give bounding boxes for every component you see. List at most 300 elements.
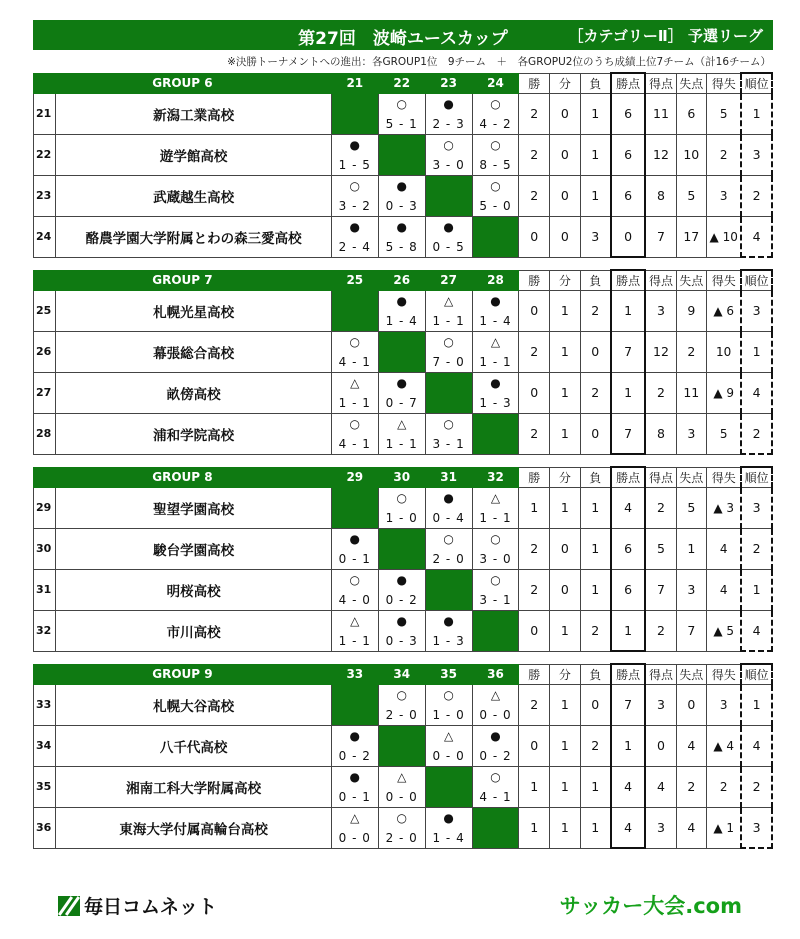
match-result — [425, 610, 472, 651]
result-score: 2 - 0 — [432, 551, 465, 566]
team-stat: 2 — [645, 487, 676, 528]
opponent-number: 24 — [472, 73, 519, 93]
result-mark: ● — [349, 531, 361, 546]
team-stat: 4 — [611, 766, 646, 807]
result-score: 0 - 2 — [385, 592, 418, 607]
team-stat: 2 — [741, 766, 772, 807]
team-stat: 6 — [611, 93, 646, 134]
result-score: 0 - 5 — [432, 239, 465, 254]
team-stat: 8 — [645, 413, 676, 454]
team-stat: 1 — [550, 766, 581, 807]
result-score: 1 - 4 — [432, 830, 465, 845]
team-stat: 0 — [645, 725, 676, 766]
result-score: 0 - 1 — [338, 789, 371, 804]
team-stat: ▲ 9 — [707, 372, 742, 413]
stat-header: 負 — [580, 270, 611, 290]
team-stat: 5 — [707, 413, 742, 454]
team-stat: 1 — [550, 331, 581, 372]
team-row — [34, 487, 773, 528]
team-stat: 3 — [741, 134, 772, 175]
team-stat: 0 — [550, 175, 581, 216]
team-stat: 2 — [519, 175, 550, 216]
result-mark: ● — [443, 96, 454, 111]
team-stat: 2 — [519, 331, 550, 372]
team-row — [34, 569, 773, 610]
team-name: 聖望学園高校 — [56, 487, 331, 528]
team-name: 東海大学付属高輪台高校 — [56, 807, 331, 848]
result-score: 4 - 0 — [338, 592, 371, 607]
match-result — [378, 569, 425, 610]
self-match-cell — [425, 569, 472, 610]
team-stat: 2 — [707, 134, 742, 175]
stat-header: 負 — [580, 664, 611, 684]
result-mark: △ — [397, 416, 407, 431]
stat-header: 分 — [550, 73, 581, 93]
team-row — [34, 766, 773, 807]
team-stat: 1 — [550, 290, 581, 331]
result-mark: ● — [443, 490, 454, 505]
team-stat: 0 — [611, 216, 646, 257]
team-number: 24 — [34, 216, 56, 257]
match-result — [378, 413, 425, 454]
stat-header: 失点 — [676, 270, 707, 290]
team-number: 30 — [34, 528, 56, 569]
team-name: 市川高校 — [56, 610, 331, 651]
stat-header: 勝点 — [611, 664, 646, 684]
result-mark: ○ — [396, 490, 407, 505]
team-stat: 1 — [550, 487, 581, 528]
match-result — [425, 413, 472, 454]
team-stat: 1 — [741, 93, 772, 134]
team-stat: 0 — [519, 725, 550, 766]
team-stat: 1 — [741, 569, 772, 610]
team-stat: 6 — [611, 134, 646, 175]
result-mark: △ — [490, 334, 501, 349]
team-stat: 2 — [519, 684, 550, 725]
result-mark: ● — [443, 810, 454, 825]
team-stat: 2 — [741, 528, 772, 569]
match-result — [472, 528, 519, 569]
result-score: 2 - 0 — [385, 830, 418, 845]
team-stat: 5 — [676, 487, 707, 528]
match-result — [331, 413, 378, 454]
match-result — [331, 610, 378, 651]
team-number: 23 — [34, 175, 56, 216]
team-stat: 7 — [611, 331, 646, 372]
team-name: 幕張総合高校 — [56, 331, 331, 372]
match-result — [472, 175, 519, 216]
team-stat: 3 — [707, 684, 742, 725]
match-result — [378, 290, 425, 331]
team-stat: 1 — [611, 290, 646, 331]
team-stat: 3 — [676, 569, 707, 610]
team-stat: 1 — [550, 610, 581, 651]
team-row — [34, 216, 773, 257]
team-stat: 2 — [741, 175, 772, 216]
result-score: 4 - 1 — [338, 436, 371, 451]
team-stat: 12 — [645, 331, 676, 372]
stat-header: 負 — [580, 467, 611, 487]
team-stat: ▲ 6 — [707, 290, 742, 331]
team-number: 22 — [34, 134, 56, 175]
team-stat: 2 — [645, 610, 676, 651]
team-stat: 5 — [676, 175, 707, 216]
match-result — [331, 216, 378, 257]
result-mark: △ — [443, 293, 454, 308]
stat-header: 分 — [550, 664, 581, 684]
team-row — [34, 175, 773, 216]
result-mark: ○ — [490, 572, 501, 587]
result-score: 1 - 5 — [338, 157, 371, 172]
team-row — [34, 290, 773, 331]
result-mark: △ — [350, 810, 360, 825]
result-score: 2 - 3 — [432, 116, 465, 131]
group-name: GROUP 6 — [34, 73, 332, 93]
result-mark: △ — [443, 728, 454, 743]
team-stat: 1 — [550, 725, 581, 766]
team-stat: 0 — [676, 684, 707, 725]
result-score: 1 - 0 — [432, 707, 465, 722]
team-stat: 2 — [676, 331, 707, 372]
team-stat: 8 — [645, 175, 676, 216]
team-stat: 3 — [676, 413, 707, 454]
stat-header: 得失 — [707, 73, 742, 93]
result-score: 2 - 0 — [385, 707, 418, 722]
result-score: 1 - 1 — [479, 510, 512, 525]
result-mark: ○ — [443, 334, 454, 349]
title-banner — [33, 20, 773, 50]
team-stat: ▲ 5 — [707, 610, 742, 651]
team-number: 28 — [34, 413, 56, 454]
team-stat: 10 — [676, 134, 707, 175]
result-mark: ○ — [349, 416, 361, 431]
group-name: GROUP 9 — [34, 664, 332, 684]
stat-header: 勝 — [519, 270, 550, 290]
team-row — [34, 134, 773, 175]
team-row — [34, 331, 773, 372]
team-stat: 3 — [707, 175, 742, 216]
self-match-cell — [331, 93, 378, 134]
team-stat: 2 — [580, 725, 611, 766]
team-stat: 1 — [519, 766, 550, 807]
team-stat: 4 — [741, 372, 772, 413]
match-result — [425, 93, 472, 134]
result-mark: ● — [396, 572, 407, 587]
team-stat: 11 — [645, 93, 676, 134]
opponent-number: 34 — [378, 664, 425, 684]
team-stat: 17 — [676, 216, 707, 257]
team-stat: 7 — [611, 684, 646, 725]
team-stat: 5 — [645, 528, 676, 569]
opponent-number: 35 — [425, 664, 472, 684]
stat-header: 得点 — [645, 664, 676, 684]
opponent-number: 36 — [472, 664, 519, 684]
group-table — [33, 269, 773, 455]
match-result — [425, 684, 472, 725]
result-score: 1 - 1 — [479, 354, 512, 369]
result-score: 5 - 1 — [385, 116, 418, 131]
self-match-cell — [472, 807, 519, 848]
match-result — [378, 684, 425, 725]
team-name: 明桜高校 — [56, 569, 331, 610]
result-mark: ○ — [490, 178, 501, 193]
team-stat: 1 — [580, 766, 611, 807]
result-mark: ● — [396, 293, 407, 308]
team-stat: 4 — [645, 766, 676, 807]
team-stat: 1 — [580, 528, 611, 569]
result-score: 0 - 0 — [479, 707, 512, 722]
result-score: 2 - 4 — [338, 239, 371, 254]
result-score: 0 - 2 — [338, 748, 371, 763]
match-result — [425, 807, 472, 848]
group-name: GROUP 7 — [34, 270, 332, 290]
self-match-cell — [331, 290, 378, 331]
result-mark: △ — [350, 613, 360, 628]
result-score: 1 - 4 — [479, 313, 512, 328]
match-result — [472, 331, 519, 372]
self-match-cell — [472, 413, 519, 454]
result-score: 1 - 1 — [338, 395, 371, 410]
opponent-number: 32 — [472, 467, 519, 487]
result-score: 1 - 4 — [385, 313, 418, 328]
stat-header: 順位 — [741, 73, 772, 93]
result-score: 4 - 2 — [479, 116, 512, 131]
stat-header: 得失 — [707, 467, 742, 487]
result-score: 0 - 3 — [385, 198, 418, 213]
opponent-number: 28 — [472, 270, 519, 290]
team-stat: 4 — [676, 725, 707, 766]
team-stat: 0 — [550, 569, 581, 610]
stat-header: 勝 — [519, 664, 550, 684]
group-table — [33, 663, 773, 849]
team-stat: 2 — [519, 93, 550, 134]
team-stat: 1 — [741, 684, 772, 725]
team-name: 駿台学園高校 — [56, 528, 331, 569]
match-result — [472, 93, 519, 134]
self-match-cell — [378, 725, 425, 766]
result-mark: △ — [397, 769, 407, 784]
team-number: 25 — [34, 290, 56, 331]
team-stat: 2 — [580, 610, 611, 651]
result-score: 0 - 7 — [385, 395, 418, 410]
team-row — [34, 684, 773, 725]
stat-header: 勝点 — [611, 467, 646, 487]
team-stat: 0 — [519, 372, 550, 413]
team-stat: 2 — [580, 290, 611, 331]
self-match-cell — [472, 610, 519, 651]
team-stat: 0 — [519, 610, 550, 651]
team-name: 武蔵越生高校 — [56, 175, 331, 216]
result-mark: ○ — [490, 531, 501, 546]
qualification-note: ※決勝トーナメントへの進出：各GROUP1位 9チーム ＋ 各GROPU2位のうち成績上位7チーム（計16チーム） — [227, 56, 771, 68]
team-stat: 12 — [645, 134, 676, 175]
result-score: 0 - 1 — [338, 551, 371, 566]
opponent-number: 21 — [331, 73, 378, 93]
result-score: 0 - 2 — [479, 748, 512, 763]
result-mark: ● — [349, 137, 361, 152]
team-stat: 7 — [611, 413, 646, 454]
match-result — [331, 175, 378, 216]
self-match-cell — [331, 684, 378, 725]
opponent-number: 23 — [425, 73, 472, 93]
stat-header: 勝点 — [611, 73, 646, 93]
team-stat: 1 — [580, 134, 611, 175]
team-stat: 4 — [611, 807, 646, 848]
page-title: 第27回 波崎ユースカップ — [298, 29, 508, 49]
team-stat: 3 — [580, 216, 611, 257]
team-stat: 10 — [707, 331, 742, 372]
stat-header: 得点 — [645, 467, 676, 487]
team-stat: 3 — [741, 487, 772, 528]
result-score: 3 - 0 — [432, 157, 465, 172]
soccer-taikai-logo: サッカー大会.com — [559, 894, 742, 918]
team-stat: 6 — [611, 175, 646, 216]
result-mark: ○ — [490, 769, 501, 784]
match-result — [378, 93, 425, 134]
team-number: 33 — [34, 684, 56, 725]
result-score: 3 - 2 — [338, 198, 371, 213]
team-stat: 4 — [741, 216, 772, 257]
team-stat: 4 — [611, 487, 646, 528]
team-name: 酪農学園大学附属とわの森三愛高校 — [56, 216, 331, 257]
match-result — [331, 331, 378, 372]
mainichi-comnet-logo — [58, 892, 217, 919]
match-result — [331, 569, 378, 610]
result-score: 4 - 1 — [338, 354, 371, 369]
result-mark: ○ — [443, 416, 454, 431]
team-name: 遊学館高校 — [56, 134, 331, 175]
result-mark: ○ — [490, 137, 501, 152]
match-result — [425, 331, 472, 372]
self-match-cell — [378, 528, 425, 569]
team-stat: 4 — [741, 610, 772, 651]
result-score: 7 - 0 — [432, 354, 465, 369]
team-stat: 0 — [550, 528, 581, 569]
team-number: 36 — [34, 807, 56, 848]
team-stat: 1 — [676, 528, 707, 569]
match-result — [472, 684, 519, 725]
result-mark: ● — [490, 293, 501, 308]
team-stat: 1 — [550, 372, 581, 413]
result-mark: ○ — [490, 96, 501, 111]
team-stat: 4 — [741, 725, 772, 766]
match-result — [472, 487, 519, 528]
opponent-number: 33 — [331, 664, 378, 684]
result-mark: ○ — [349, 178, 361, 193]
team-number: 27 — [34, 372, 56, 413]
result-score: 1 - 3 — [432, 633, 465, 648]
team-stat: 4 — [707, 528, 742, 569]
team-stat: 3 — [741, 807, 772, 848]
match-result — [425, 487, 472, 528]
stat-header: 分 — [550, 270, 581, 290]
result-score: 0 - 3 — [385, 633, 418, 648]
stat-header: 順位 — [741, 664, 772, 684]
team-stat: 1 — [611, 725, 646, 766]
stat-header: 勝点 — [611, 270, 646, 290]
match-result — [425, 290, 472, 331]
stat-header: 順位 — [741, 467, 772, 487]
result-mark: ○ — [396, 687, 407, 702]
team-stat: 0 — [519, 290, 550, 331]
stat-header: 得点 — [645, 270, 676, 290]
team-row — [34, 372, 773, 413]
team-stat: 1 — [580, 807, 611, 848]
result-mark: △ — [350, 375, 360, 390]
result-score: 4 - 1 — [479, 789, 512, 804]
opponent-number: 26 — [378, 270, 425, 290]
stat-header: 分 — [550, 467, 581, 487]
result-score: 3 - 0 — [479, 551, 512, 566]
team-stat: 11 — [676, 372, 707, 413]
team-stat: 1 — [550, 684, 581, 725]
team-name: 浦和学院高校 — [56, 413, 331, 454]
result-mark: ● — [396, 178, 407, 193]
match-result — [425, 134, 472, 175]
result-mark: ● — [396, 375, 407, 390]
result-mark: ○ — [349, 572, 361, 587]
self-match-cell — [425, 175, 472, 216]
team-stat: 3 — [645, 807, 676, 848]
match-result — [472, 766, 519, 807]
team-number: 31 — [34, 569, 56, 610]
group-name: GROUP 8 — [34, 467, 332, 487]
match-result — [378, 766, 425, 807]
team-stat: 6 — [676, 93, 707, 134]
team-stat: 6 — [611, 528, 646, 569]
team-stat: 0 — [550, 216, 581, 257]
self-match-cell — [425, 766, 472, 807]
result-mark: ● — [490, 728, 501, 743]
result-score: 5 - 0 — [479, 198, 512, 213]
team-stat: 3 — [645, 684, 676, 725]
result-score: 1 - 1 — [338, 633, 371, 648]
team-stat: 2 — [645, 372, 676, 413]
match-result — [378, 610, 425, 651]
result-score: 0 - 0 — [432, 748, 465, 763]
team-name: 札幌光星高校 — [56, 290, 331, 331]
team-stat: 1 — [611, 610, 646, 651]
match-result — [378, 175, 425, 216]
team-name: 畝傍高校 — [56, 372, 331, 413]
team-stat: 1 — [611, 372, 646, 413]
stat-header: 勝 — [519, 73, 550, 93]
team-stat: 1 — [580, 93, 611, 134]
team-stat: ▲ 1 — [707, 807, 742, 848]
result-mark: ○ — [349, 334, 361, 349]
match-result — [378, 372, 425, 413]
team-stat: 4 — [676, 807, 707, 848]
team-stat: 0 — [550, 134, 581, 175]
result-mark: ● — [490, 375, 501, 390]
team-stat: ▲ 10 — [707, 216, 742, 257]
team-row — [34, 93, 773, 134]
match-result — [331, 807, 378, 848]
team-stat: 2 — [707, 766, 742, 807]
result-mark: ● — [443, 613, 454, 628]
team-stat: 0 — [580, 684, 611, 725]
team-stat: 6 — [611, 569, 646, 610]
team-stat: 7 — [645, 569, 676, 610]
result-score: 3 - 1 — [479, 592, 512, 607]
team-stat: 0 — [580, 331, 611, 372]
team-stat: 1 — [519, 807, 550, 848]
result-mark: ● — [349, 728, 361, 743]
team-number: 21 — [34, 93, 56, 134]
team-stat: 2 — [519, 528, 550, 569]
result-score: 5 - 8 — [385, 239, 418, 254]
team-stat: 2 — [519, 134, 550, 175]
